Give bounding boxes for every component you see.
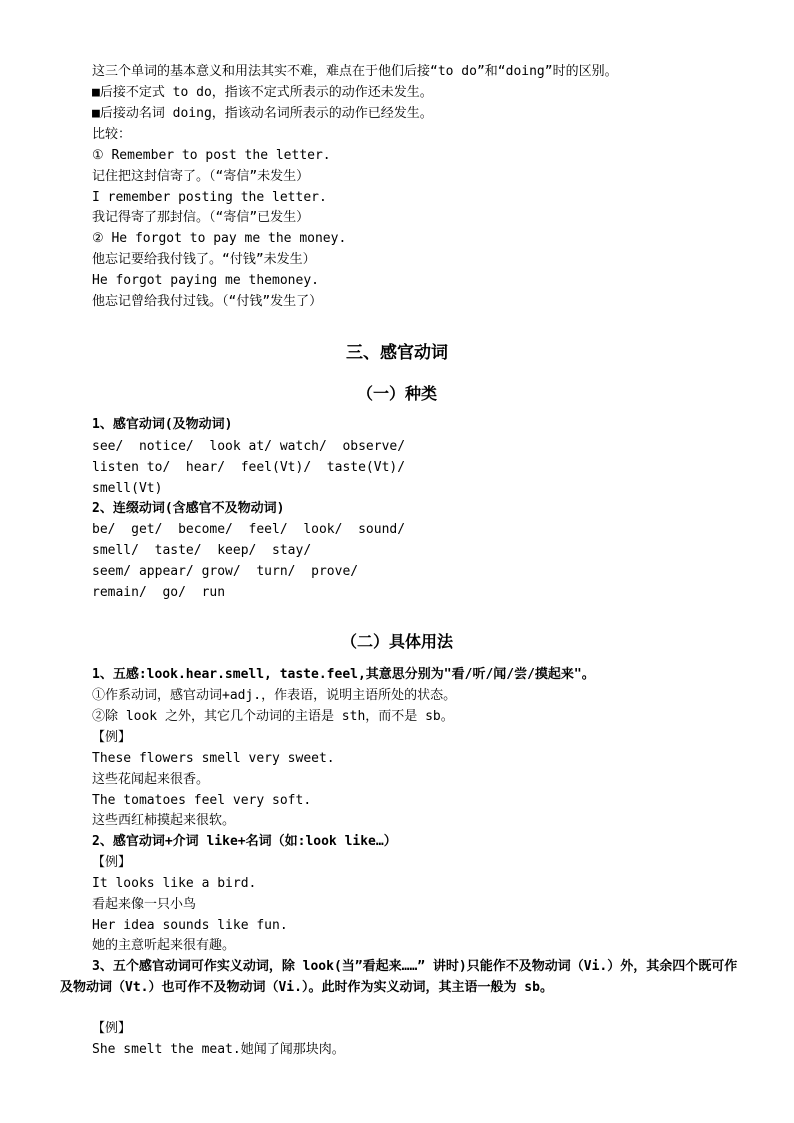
category-2-title: 2、连缀动词(含感官不及物动词) (92, 501, 285, 516)
category-1-line-2: listen to/ hear/ feel(Vt)/ taste(Vt)/ (92, 460, 406, 475)
intro-line-1: 这三个单词的基本意义和用法其实不难，难点在于他们后接“to do”和“doing”时的区别。 (92, 64, 618, 79)
example-label-2: 【例】 (92, 855, 132, 870)
usage-2-title: 2、感官动词+介词 like+名词（如:look like…） (92, 834, 397, 849)
category-2-line-2: smell/ taste/ keep/ stay/ (92, 543, 312, 558)
intro-line-12: 他忘记曾给我付过钱。（“付钱”发生了） (92, 294, 323, 309)
category-1-line-3: smell(Vt) (92, 481, 163, 496)
subsection-title-usage: （二）具体用法 (340, 632, 453, 651)
intro-line-9: ② He forgot to pay me the money. (92, 231, 347, 246)
usage-1-example-2: The tomatoes feel very soft. (92, 793, 312, 808)
usage-1-point-a: ①作系动词，感官动词+adj.，作表语，说明主语所处的状态。 (92, 688, 457, 703)
usage-1-example-1-cn: 这些花闻起来很香。 (92, 772, 210, 787)
intro-line-10: 他忘记要给我付钱了。“付钱”未发生） (92, 252, 316, 267)
usage-2-example-1: It looks like a bird. (92, 876, 257, 891)
intro-line-2: ■后接不定式 to do，指该不定式所表示的动作还未发生。 (92, 85, 433, 100)
usage-1-example-2-cn: 这些西红柿摸起来很软。 (92, 813, 236, 828)
usage-1-point-b: ②除 look 之外，其它几个动词的主语是 sth，而不是 sb。 (92, 709, 454, 724)
usage-2-example-2: Her idea sounds like fun. (92, 918, 288, 933)
usage-2-example-1-cn: 看起来像一只小鸟 (92, 897, 197, 912)
intro-line-3: ■后接动名词 doing，指该动名词所表示的动作已经发生。 (92, 106, 433, 121)
example-label: 【例】 (92, 730, 132, 745)
usage-2-example-2-cn: 她的主意听起来很有趣。 (92, 938, 236, 953)
intro-line-6: 记住把这封信寄了。（“寄信”未发生） (92, 169, 310, 184)
category-2-line-3: seem/ appear/ grow/ turn/ prove/ (92, 564, 359, 579)
usage-1-example-1: These flowers smell very sweet. (92, 751, 335, 766)
usage-1-title: 1、五感:look.hear.smell, taste.feel,其意思分别为"看/听/闻/尝/摸起来"。 (92, 667, 595, 682)
category-2-line-4: remain/ go/ run (92, 585, 226, 600)
intro-line-4: 比较： (92, 127, 132, 142)
category-1-line-1: see/ notice/ look at/ watch/ observe/ (92, 439, 406, 454)
intro-line-7: I remember posting the letter. (92, 190, 327, 205)
section-title: 三、感官动词 (346, 343, 448, 363)
usage-3-example-1: She smelt the meat.她闻了闻那块肉。 (92, 1042, 345, 1057)
intro-line-8: 我记得寄了那封信。（“寄信”已发生） (92, 210, 310, 225)
example-label-3: 【例】 (92, 1021, 132, 1036)
intro-line-11: He forgot paying me themoney. (92, 273, 319, 288)
usage-3-paragraph: 3、五个感官动词可作实义动词，除 look(当”看起来……” 讲时)只能作不及物动词（Vi.）外，其余四个既可作及物动词（Vt.）也可作不及物动词（Vi.）。此时作为实义动词，其主语一般为 sb。 (60, 959, 738, 995)
subsection-title-types: （一）种类 (356, 384, 437, 403)
category-1-title: 1、感官动词(及物动词) (92, 417, 233, 432)
category-2-line-1: be/ get/ become/ feel/ look/ sound/ (92, 522, 406, 537)
intro-line-5: ① Remember to post the letter. (92, 148, 331, 163)
